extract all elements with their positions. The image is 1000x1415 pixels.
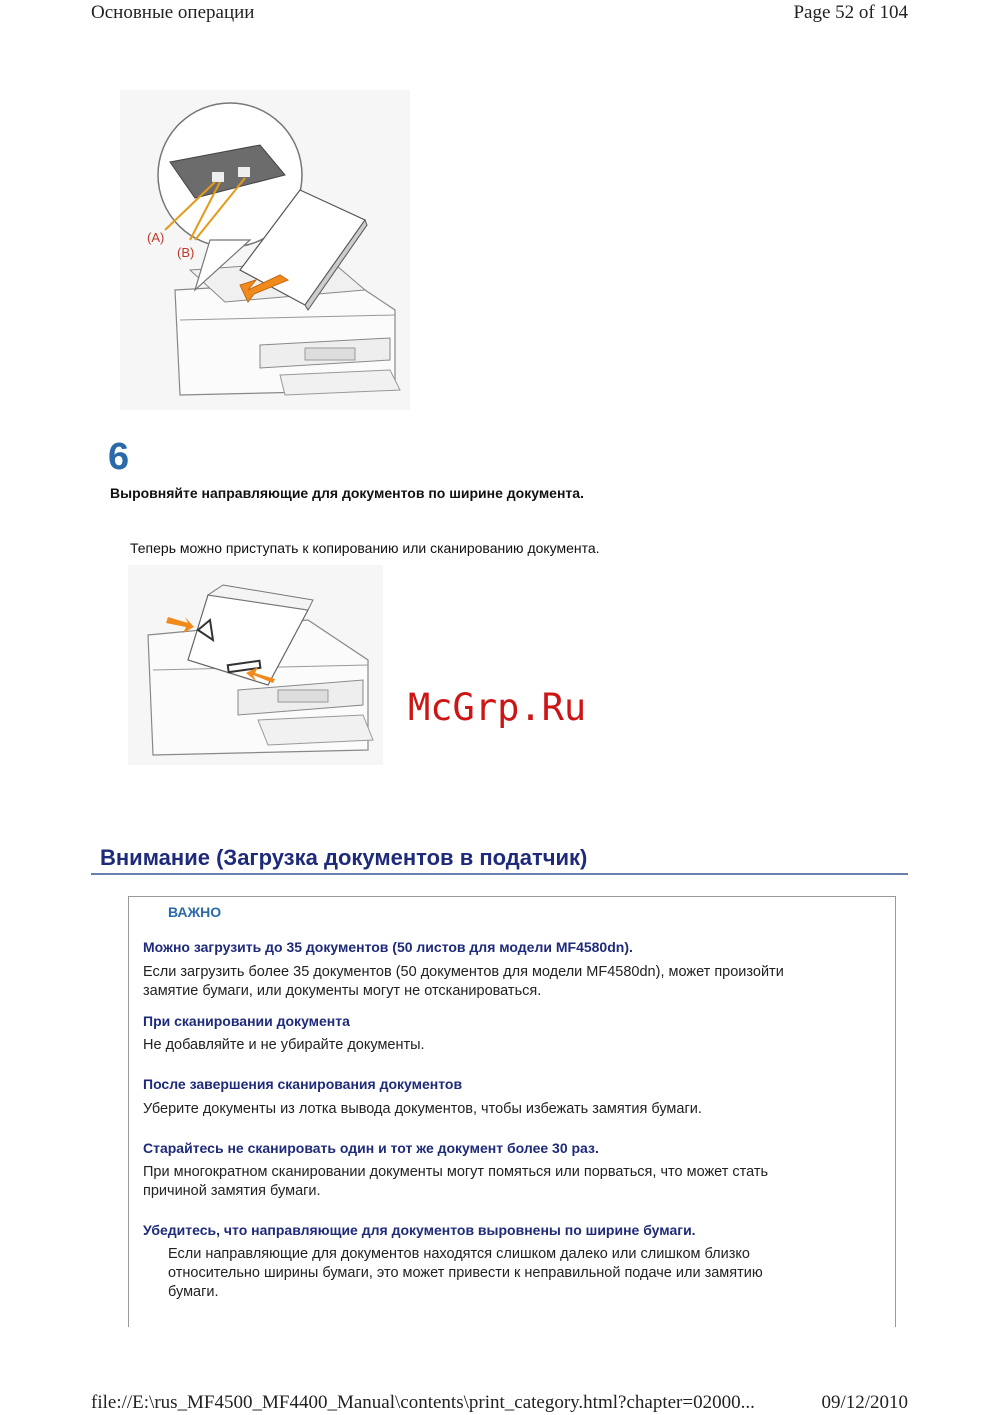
watermark: McGrp.Ru <box>408 686 587 729</box>
text-line: Если направляющие для документов находятся слишком далеко или слишком близко <box>168 1246 750 1262</box>
item-heading: При сканировании документа <box>143 1013 350 1029</box>
item-heading: Старайтесь не сканировать один и тот же документ более 30 раз. <box>143 1140 599 1156</box>
section-title: Внимание (Загрузка документов в податчик) <box>100 845 588 870</box>
page-number: Page 52 of 104 <box>793 2 908 23</box>
step-instruction: Выровняйте направляющие для документов по ширине документа. <box>110 485 584 501</box>
item-text <box>143 1100 873 1119</box>
text-line: Не добавляйте и не убирайте документы. <box>143 1037 425 1053</box>
text-line: бумаги. <box>168 1284 219 1300</box>
important-label: ВАЖНО <box>168 904 222 920</box>
label-b: (B) <box>177 245 195 260</box>
text-line: замятие бумаги, или документы могут не отсканироваться. <box>143 983 542 999</box>
text-line: Если загрузить более 35 документов (50 документов для модели MF4580dn), может произойти <box>143 964 784 980</box>
item-heading: Убедитесь, что направляющие для документов выровнены по ширине бумаги. <box>143 1222 696 1238</box>
file-path: file://E:\rus_MF4500_MF4400_Manual\contents\print_category.html?chapter=02000... <box>91 1392 755 1413</box>
text-line: относительно ширины бумаги, это может привести к неправильной подаче или замятию <box>168 1265 763 1281</box>
text-line: Уберите документы из лотка вывода документов, чтобы избежать замятия бумаги. <box>143 1101 702 1117</box>
item-text <box>143 1163 873 1201</box>
section-divider <box>91 873 908 875</box>
step-note: Теперь можно приступать к копированию или сканированию документа. <box>130 540 600 556</box>
print-date: 09/12/2010 <box>821 1392 908 1413</box>
item-text <box>168 1245 868 1302</box>
step-number: 6 <box>108 436 130 478</box>
item-heading: Можно загрузить до 35 документов (50 листов для модели MF4580dn). <box>143 939 633 955</box>
label-a: (A) <box>147 230 165 245</box>
text-line: При многократном сканировании документы могут помяться или порваться, что может стать <box>143 1164 769 1180</box>
text-line: причиной замятия бумаги. <box>143 1183 321 1199</box>
item-text <box>143 963 873 1001</box>
feeder-loading-illustration <box>120 90 410 410</box>
item-heading: После завершения сканирования документов <box>143 1076 463 1092</box>
item-text <box>143 1036 873 1055</box>
guide-adjust-illustration <box>128 565 383 765</box>
header-title: Основные операции <box>91 2 255 23</box>
